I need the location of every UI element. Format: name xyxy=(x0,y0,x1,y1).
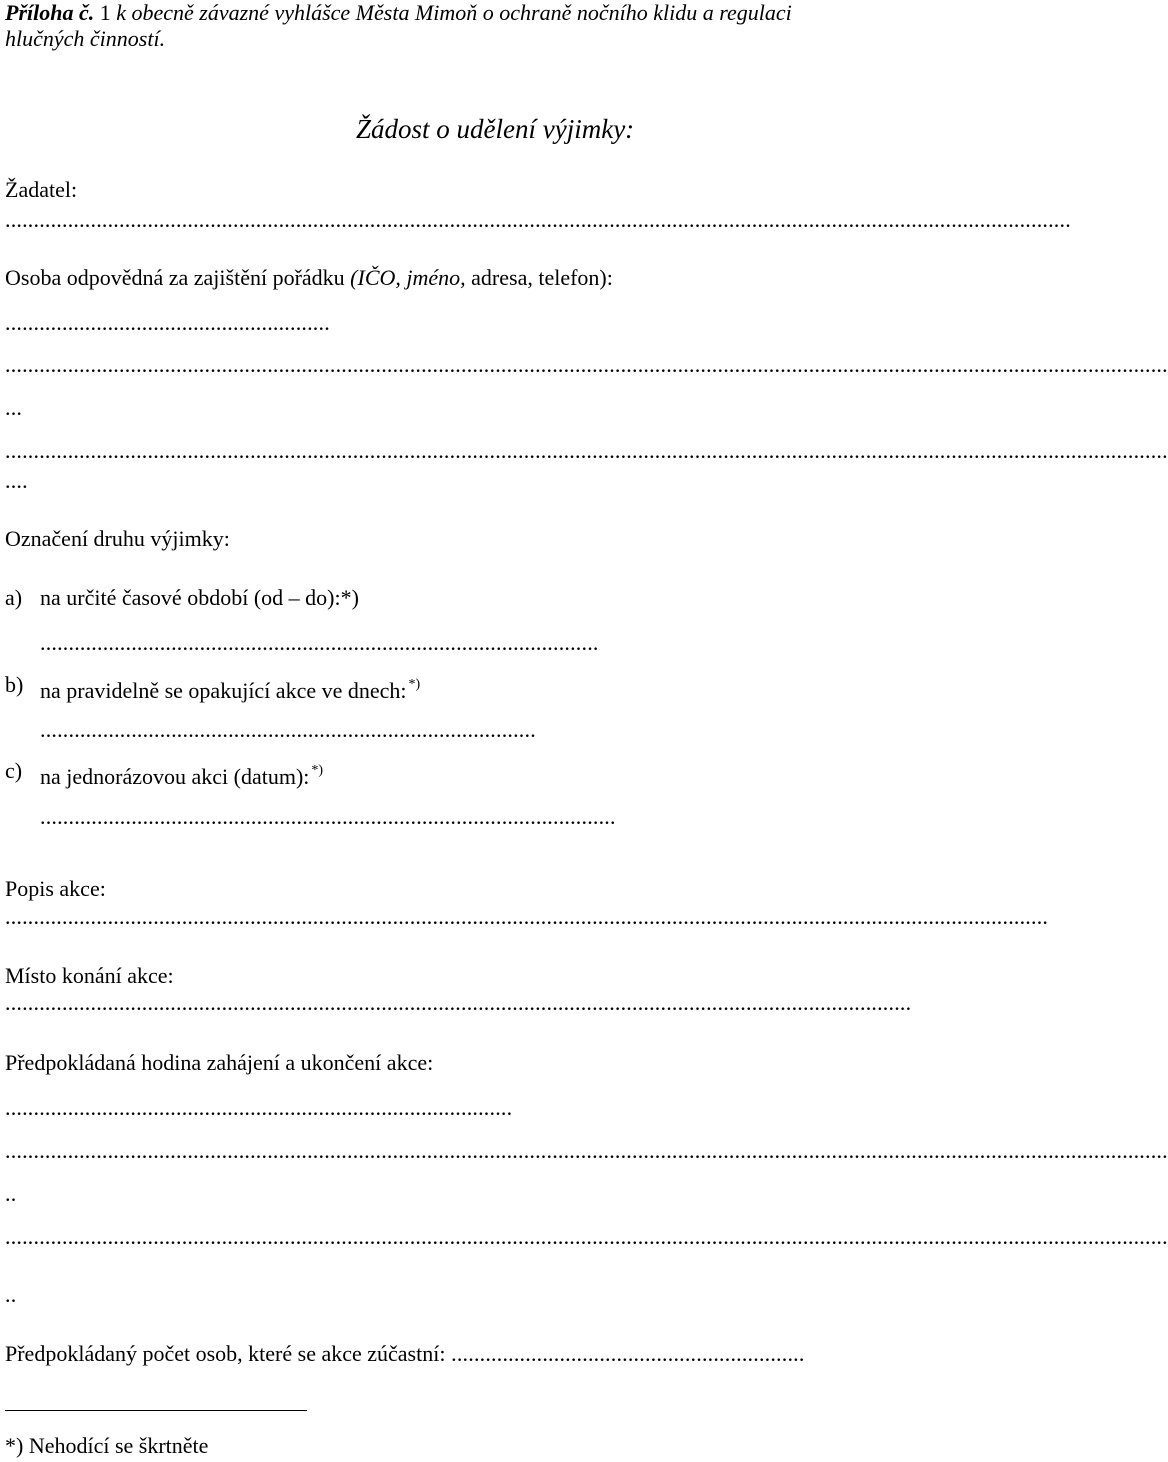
option-c-text: na jednorázovou akci (datum): xyxy=(40,764,310,789)
option-b-line xyxy=(40,672,420,704)
persons-label: Předpokládaný počet osob, které se akce zúčastní: xyxy=(5,1341,446,1366)
header-line-1 xyxy=(5,0,792,26)
option-c-marker: c) xyxy=(5,758,23,783)
responsible-label-a: Osoba odpovědná za zajištění pořádku xyxy=(5,265,351,290)
persons-field[interactable]: .............................................................. xyxy=(445,1341,805,1366)
option-c-line xyxy=(40,758,323,790)
hours-field-5[interactable]: .. xyxy=(5,1282,17,1307)
hours-label: Předpokládaná hodina zahájení a ukončení akce: xyxy=(5,1050,434,1075)
venue-label: Místo konání akce: xyxy=(5,963,174,988)
persons-line xyxy=(5,1341,805,1367)
attachment-label: Příloha č. xyxy=(5,0,95,25)
hours-field-4[interactable]: ............................................................................................................................................................................................................ xyxy=(5,1224,1168,1249)
responsible-field-5[interactable]: .... xyxy=(5,468,28,493)
footnote-text: *) Nehodící se škrtněte xyxy=(5,1433,209,1458)
responsible-field-3[interactable]: ... xyxy=(5,395,23,420)
header-text-1: k obecně závazné vyhlášce Města Mimoň o ochraně nočního klidu a regulaci xyxy=(116,0,792,25)
hours-field-3[interactable]: .. xyxy=(5,1181,17,1206)
responsible-field-2[interactable]: ............................................................................................................................................................................................................ xyxy=(5,352,1168,377)
option-b-marker: b) xyxy=(5,672,24,697)
hours-field-2[interactable]: ............................................................................................................................................................................................................ xyxy=(5,1138,1168,1163)
responsible-field-4[interactable]: ............................................................................................................................................................................................................ xyxy=(5,438,1168,463)
applicant-label: Žadatel: xyxy=(5,177,78,202)
venue-field[interactable]: ............................................................................................................................................................... xyxy=(5,990,912,1015)
responsible-label xyxy=(5,265,613,291)
responsible-label-c: adresa, telefon): xyxy=(471,265,613,290)
option-c-footnote-mark: *) xyxy=(311,763,324,778)
option-b-text: na pravidelně se opakující akce ve dnech: xyxy=(40,678,407,703)
document-title: Žádost o udělení výjimky: xyxy=(356,114,635,144)
option-c-field[interactable]: ..................................................................................................... xyxy=(40,804,616,829)
attachment-number: 1 xyxy=(94,0,117,25)
header-text-2: hlučných činností. xyxy=(5,26,166,51)
option-a-field[interactable]: .................................................................................................. xyxy=(40,630,599,655)
exception-type-label: Označení druhu výjimky: xyxy=(5,526,230,551)
responsible-field-1[interactable]: ......................................................... xyxy=(5,310,330,335)
applicant-field[interactable]: ........................................................................................................................................................................................... xyxy=(5,207,1071,232)
header-line-2 xyxy=(5,26,165,52)
option-a-text: na určité časové období (od – do):*) xyxy=(40,585,359,610)
hours-field-1[interactable]: ......................................................................................... xyxy=(5,1095,513,1120)
option-b-field[interactable]: ....................................................................................... xyxy=(40,717,536,742)
description-field[interactable]: ....................................................................................................................................................................................... xyxy=(5,904,1049,929)
footnote-divider xyxy=(5,1410,307,1411)
option-a-marker: a) xyxy=(5,585,23,610)
description-label: Popis akce: xyxy=(5,876,106,901)
responsible-label-b: (IČO, jméno, xyxy=(350,265,472,290)
option-b-footnote-mark: *) xyxy=(408,677,421,692)
